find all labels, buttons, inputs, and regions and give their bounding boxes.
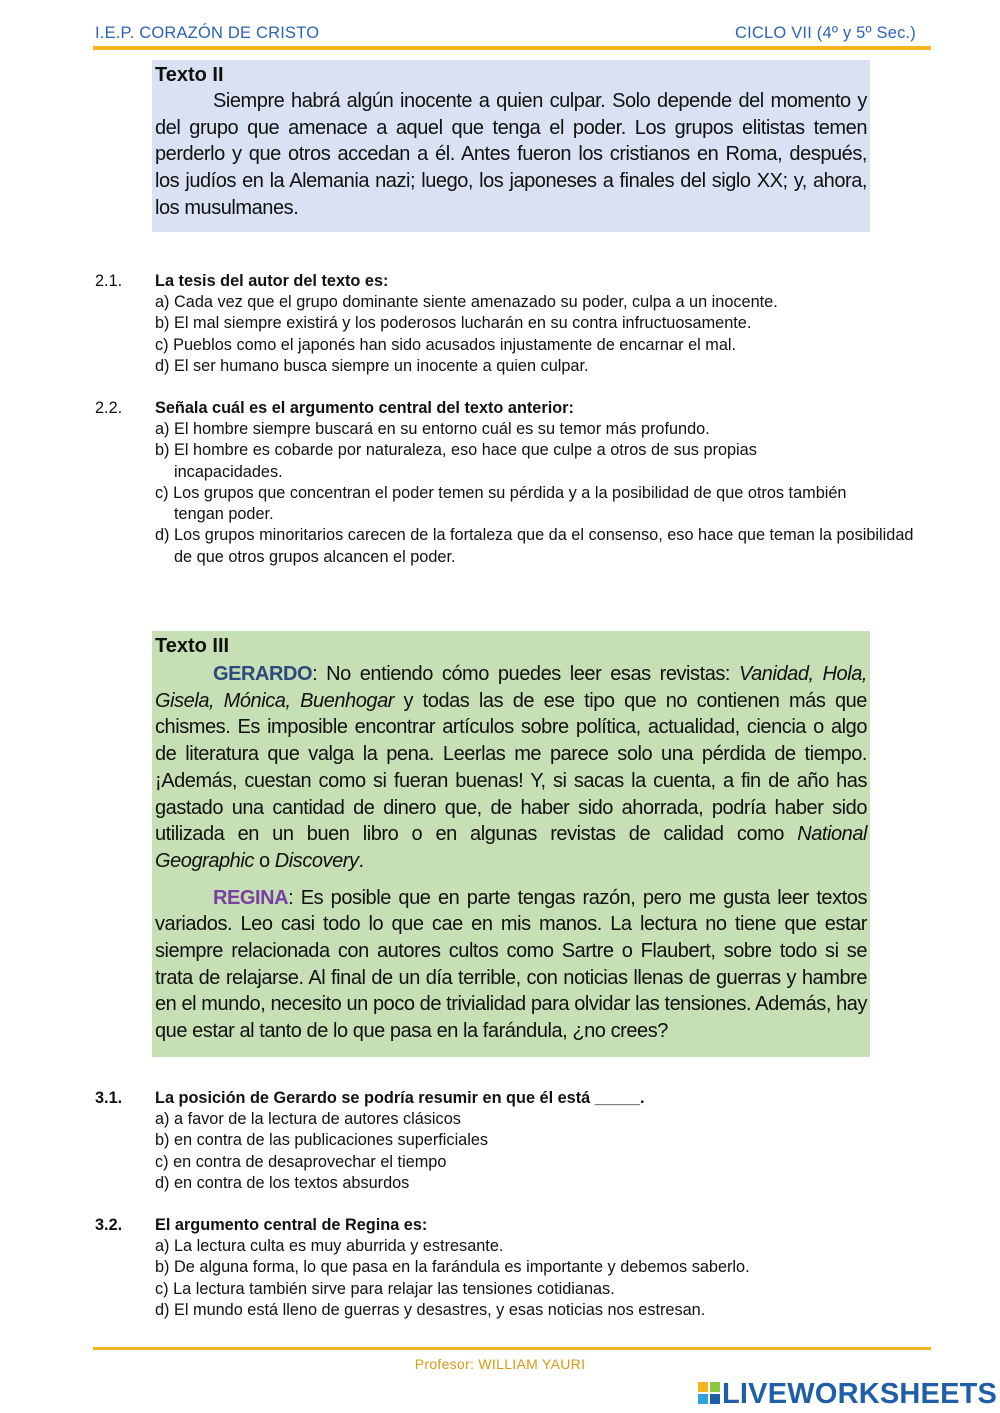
regina-text: : Es posible que en parte tengas razón, pero me gusta leer textos variados. Leo casi todo lo que cae en mis manos. La lectura no tiene que estar siempre relacionada con autores cultos como Sartre o Flaubert, sobre todo si se trata de relajarse. Al final de un día terrible, con noticias llenas de guerras y hambre en el mundo, necesito un poco de trivialidad para olvidar las tensiones. Además, hay que estar al tanto de lo que pasa en la farándula, ¿no crees? [155,886,867,1043]
option-a: a) Cada vez que el grupo dominante siente amenazado su poder, culpa a un inocente. [155,293,778,311]
option-d: d) El ser humano busca siempre un inocente a quien culpar. [155,356,589,375]
texto-3-title: Texto III [155,635,230,657]
question-number: 2.2. [95,399,123,417]
regina-paragraph [155,885,867,1045]
teacher-credit: Profesor: WILLIAM YAURI [414,1356,586,1372]
gerardo-text: y todas las de ese tipo que no contienen más que chismes. Es imposible encontrar artículos sobre política, actualidad, ciencia o algo de literatura que valga la pena. Leerlas me parece solo una pérdida de tiempo. ¡Además, cuestan como si fueran buenas! Y, si sacas la cuenta, a fin de año has gastado una cantidad de dinero que, de haber sido ahorrada, podría haber sido utilizada en un buen libro o en algunas revistas de calidad como [155,689,867,846]
option-a: a) El hombre siempre buscará en su entorno cuál es su temor más profundo. [155,420,710,438]
question-number: 2.1. [95,272,123,290]
regina-speaker: REGINA [213,886,289,909]
option-a: a) a favor de la lectura de autores clásicos [155,1110,461,1128]
cycle-label: CICLO VII (4º y 5º Sec.) [735,24,916,42]
gerardo-text: : No entiendo cómo puedes leer esas revistas: [312,663,739,685]
gerardo-paragraph [155,661,867,875]
options-list [155,419,935,568]
option-b: b) El mal siempre existirá y los poderosos lucharán en su contra infructuosamente. [155,314,752,333]
magazine-names: Vanidad, Hola, Gisela, Mónica, Buenhogar [155,663,867,712]
school-name: I.E.P. CORAZÓN DE CRISTO [95,24,320,42]
option-b: b) El hombre es cobarde por naturaleza, eso hace que culpe a otros de sus propias incapacidades. [155,441,757,481]
texto-2-paragraph: Siempre habrá algún inocente a quien culpar. Solo depende del momento y del grupo que amenace a aquel que tenga el poder. Los grupos elitistas temen perderlo y que otros accedan a él. Antes fueron los cristianos en Roma, después, los judíos en la Alemania nazi; luego, los japoneses a finales del siglo XX; y, ahora, los musulmanes. [155,90,867,219]
gerardo-text: o [253,849,275,872]
question-text: La tesis del autor del texto es: [155,272,389,290]
gerardo-speaker: GERARDO [213,663,313,685]
question-text: Señala cuál es el argumento central del texto anterior: [155,399,574,417]
question-number: 3.1. [95,1089,123,1107]
question-text: La posición de Gerardo se podría resumir en que él está _____. [155,1089,645,1107]
liveworksheets-wordmark: LIVEWORKSHEETS [722,1378,998,1410]
question-text: El argumento central de Regina es: [155,1216,428,1234]
option-b: b) en contra de las publicaciones superficiales [155,1131,489,1150]
header-divider [93,46,931,50]
liveworksheets-logo-icon [698,1382,720,1404]
option-a: a) La lectura culta es muy aburrida y estresante. [155,1237,504,1255]
magazine-national-geographic: National Geographic [155,823,867,872]
texto-2-title: Texto II [155,64,224,86]
magazine-discovery: Discovery [274,849,359,872]
option-c: c) en contra de desaprovechar el tiempo [155,1152,447,1171]
option-d: d) El mundo está lleno de guerras y desastres, y esas noticias nos estresan. [155,1300,706,1319]
texto-3-box [152,631,870,1057]
option-d: d) en contra de los textos absurdos [155,1173,410,1192]
footer-divider [93,1347,931,1350]
gerardo-text: . [358,849,364,872]
question-number: 3.2. [95,1216,123,1234]
options-list [155,292,935,377]
page-header [95,24,916,46]
option-d: d) Los grupos minoritarios carecen de la fortaleza que da el consenso, eso hace que teman la posibilidad de que otros grupos alcancen el poder. [155,526,914,566]
texto-2-box [152,60,870,232]
option-c: c) La lectura también sirve para relajar las tensiones cotidianas. [155,1279,615,1298]
option-c: c) Los grupos que concentran el poder temen su pérdida y a la posibilidad de que otros también tengan poder. [155,483,847,524]
option-b: b) De alguna forma, lo que pasa en la farándula es importante y debemos saberlo. [155,1258,750,1277]
options-list [155,1109,935,1194]
options-list [155,1236,935,1321]
option-c: c) Pueblos como el japonés han sido acusados injustamente de encarnar el mal. [155,335,737,354]
